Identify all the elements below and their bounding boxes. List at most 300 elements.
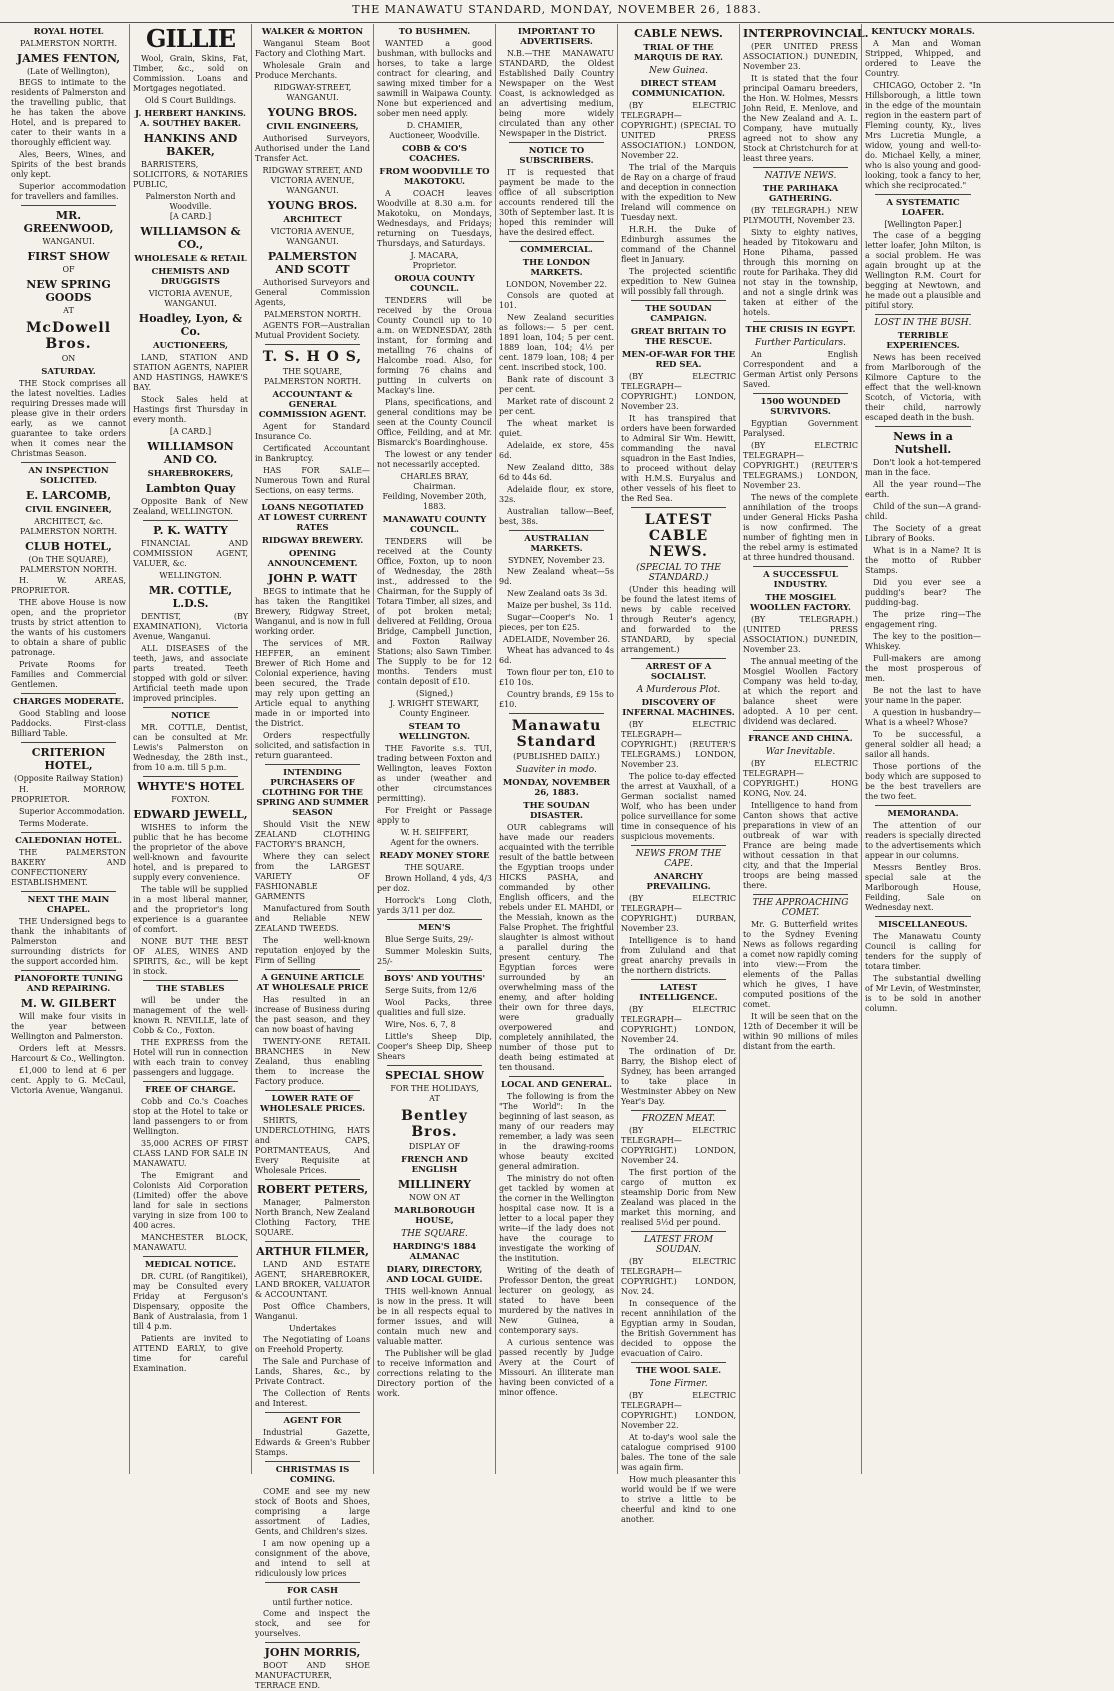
column-6-heading: DIRECT STEAM COMMUNICATION. — [632, 79, 725, 99]
column-5-paragraph: Wheat has advanced to 4s 6d. — [499, 646, 614, 665]
column-8-paragraph: All the year round—The earth. — [865, 480, 981, 499]
column-rule — [387, 919, 482, 920]
column-rule — [753, 566, 848, 567]
column-2-paragraph: THE EXPRESS from the Hotel will run in connection with each train to convey passengers and luggage. — [133, 1038, 248, 1077]
column-2-paragraph: LAND, STATION AND STATION AGENTS, NAPIER AND HASTINGS, HAWKE'S BAY. — [133, 353, 248, 392]
column-rule — [143, 1256, 238, 1257]
column-3-paragraph: Should Visit the NEW ZEALAND CLOTHING FACTORY'S BRANCH, — [255, 820, 370, 849]
column-3-paragraph: Has resulted in an increase of Business during the past season, and they can now boast of having — [255, 995, 370, 1034]
column-1-heading: ROYAL HOTEL — [33, 27, 104, 37]
column-2-heading: THE STABLES — [156, 984, 225, 994]
column-8-paragraph: Don't look a hot-tempered man in the face. — [865, 458, 981, 477]
column-7-paragraph: (BY TELEGRAPH.) (UNITED PRESS ASSOCIATION.) DUNEDIN, November 23. — [743, 615, 858, 654]
column-3-heading: CIVIL ENGINEERS, — [266, 122, 359, 132]
column-3-heading: LOWER RATE OF WHOLESALE PRICES. — [259, 1094, 366, 1114]
column-rule — [875, 194, 971, 195]
column-4-paragraph: Summer Moleskin Suits, 25/- — [377, 947, 492, 966]
column-8-heading: LOST IN THE BUSH. — [874, 318, 972, 328]
column-rule — [875, 314, 971, 315]
column-3-heading: JOHN MORRIS, — [264, 1646, 361, 1659]
column-8-paragraph: News has been received from Marlborough of the Kilmore Capture to the effect that the well-known Scotch, of Victoria, with their child, narrowly escaped death in the bush. — [865, 353, 981, 422]
column-rule — [143, 1081, 238, 1082]
column-1-heading: MR. GREENWOOD, — [23, 209, 114, 235]
column-5-paragraph: Consols are quoted at 101. — [499, 291, 614, 310]
column-3-paragraph: AGENTS FOR—Australian Mutual Provident Society. — [255, 321, 370, 340]
column-6-paragraph: The police to-day effected the arrest at Vauxhall, of a German socialist named Wolf, who has been under police surveillance for some time in consequence of his suspicious movements. — [621, 772, 736, 841]
column-4-heading: MARLBOROUGH HOUSE, — [394, 1206, 475, 1226]
column-rule — [753, 167, 848, 168]
column-rule — [143, 776, 238, 777]
column-8 — [862, 24, 984, 1474]
column-4-paragraph: Wire, Nos. 6, 7, 8 — [385, 1020, 456, 1029]
column-7-paragraph: (BY TELEGRAPH.) NEW PLYMOUTH, November 23. — [743, 206, 858, 225]
column-rule — [265, 1412, 360, 1413]
column-1-line: ON — [61, 354, 76, 363]
column-8-paragraph: The key to the position—Whiskey. — [865, 632, 981, 651]
column-5-paragraph: New Zealand oats 3s 3d. — [507, 589, 608, 598]
column-5-line: SYDNEY, November 23. — [508, 556, 605, 565]
column-4-heading: DIARY, DIRECTORY, AND LOCAL GUIDE. — [386, 1265, 483, 1285]
column-2-paragraph: Cobb and Co.'s Coaches stop at the Hotel to take or land passengers to or from Wellington. — [133, 1097, 248, 1136]
column-5-heading: THE SOUDAN DISASTER. — [523, 801, 590, 821]
column-3-heading: INTENDING PURCHASERS OF CLOTHING FOR THE SPRING AND SUMMER SEASON — [256, 768, 369, 818]
column-4-line: Agent for the owners. — [390, 838, 479, 847]
column-1-heading: CIVIL ENGINEER, — [25, 505, 112, 515]
column-4-line: FOR THE HOLIDAYS, — [390, 1084, 479, 1093]
column-6-paragraph: At to-day's wool sale the catalogue comprised 9100 bales. The tone of the sale was again firm. — [621, 1433, 736, 1472]
column-3-line: VICTORIA AVENUE, WANGANUI. — [270, 227, 355, 246]
column-rule — [631, 1110, 726, 1111]
column-1-heading: FIRST SHOW — [27, 250, 110, 263]
column-1-heading: CRITERION HOTEL, — [31, 746, 106, 772]
column-5-heading: THE LONDON MARKETS. — [522, 258, 591, 278]
column-4-paragraph: Plans, specifications, and general conditions may be seen at the County Council Office, Feilding, and at Mr. Bismarck's Boardinghouse. — [377, 398, 492, 447]
column-2-paragraph: BARRISTERS, SOLICITORS, & NOTARIES PUBLIC, — [133, 160, 248, 189]
column-1-line: PALMERSTON NORTH. — [19, 39, 117, 48]
column-2-line: WANGANUI. — [164, 299, 217, 308]
column-2-paragraph: MR. COTTLE, Dentist, can be consulted at Mr. Lewis's Palmerston on Wednesday, the 28th inst., from 10 a.m. till 5 p.m. — [133, 723, 248, 772]
column-4-heading: BOYS' AND YOUTHS' — [383, 974, 486, 984]
column-5-paragraph: Australian tallow—Beef, best, 38s. — [499, 507, 614, 526]
column-5-paragraph: Adelaide flour, ex store, 32s. — [499, 485, 614, 504]
column-rule — [509, 530, 604, 531]
column-4-line: CHARLES BRAY, — [400, 472, 469, 481]
column-3-paragraph: SHIRTS, UNDERCLOTHING, HATS and CAPS, PORTMANTEAUS, And Every Requisite at Wholesale Prices. — [255, 1116, 370, 1175]
column-4-paragraph: TENDERS will be received at the County Office, Foxton, up to noon of Wednesday, the 28th inst., addressed to the Chairman, for the Supply of Totara Timber, all sizes, and of pot broken metal; delivered at Feilding, Oroua Bridge, Campbell Junction, and Foxton Railway Stations; also Sawn Timber. The Supply to be for 12 months. Tenders must contain deposit of £10. — [377, 537, 492, 686]
column-5-paragraph: New Zealand securities as follows:— 5 per cent. 1891 loan, 104; 5 per cent. 1889 loan, 104; 4½ per cent. 1879 loan, 108; 4 per cent. inscribed stock, 100. — [499, 313, 614, 372]
column-3-paragraph: Wanganui Steam Boot Factory and Clothing Mart. — [255, 39, 370, 58]
column-6-heading: MEN-OF-WAR FOR THE RED SEA. — [621, 350, 736, 370]
column-7-paragraph: The news of the complete annihilation of the troops under General Hicks Pasha is now confirmed. The number of fighting men in the rebel army is estimated at three hundred thousand. — [743, 493, 858, 562]
column-2-paragraph: Wool, Grain, Skins, Fat, Timber, &c., sold on Commission. Loans and Mortgages negotiated. — [133, 54, 248, 93]
column-1-line: (Opposite Railway Station) — [14, 774, 123, 783]
column-rule — [265, 1642, 360, 1643]
column-4-paragraph: A COACH leaves Woodville at 8.30 a.m. for Makotoku, on Mondays, Wednesdays, and Fridays; returning on Tuesdays, Thursdays, and Saturdays. — [377, 189, 492, 248]
column-rule — [21, 205, 116, 206]
column-3-paragraph: BOOT AND SHOE MANUFACTURER, TERRACE END. — [255, 1661, 370, 1690]
column-2-heading: AUCTIONEERS, — [152, 341, 229, 351]
column-4-paragraph: THIS well-known Annual is now in the press. It will be in all respects equal to former issues, and will contain much new and valuable matter. — [377, 1287, 492, 1346]
column-3-heading: LOANS NEGOTIATED AT LOWEST CURRENT RATES — [257, 503, 368, 533]
column-rule — [875, 805, 971, 806]
column-6-paragraph: In consequence of the recent annihilation of the Egyptian army in Soudan, the British Government has decided to oppose the evacuation of Cairo. — [621, 1299, 736, 1358]
column-4-line: DISPLAY OF — [408, 1142, 461, 1151]
column-8-paragraph: The attention of our readers is specially directed to the advertisements which appear in our columns. — [865, 821, 981, 860]
column-3-paragraph: COME and see my new stock of Boots and Shoes, comprising a large assortment of Ladies, Gents, and Children's sizes. — [255, 1487, 370, 1536]
column-rule — [509, 1076, 604, 1077]
column-3-paragraph: TWENTY-ONE RETAIL BRANCHES in New Zealand, thus enabling them to increase the Factory produce. — [255, 1037, 370, 1086]
column-3-heading: YOUNG BROS. — [267, 199, 358, 212]
column-7-heading: THE CRISIS IN EGYPT. — [745, 325, 856, 335]
column-6-paragraph: (BY ELECTRIC TELEGRAPH—COPYRIGHT.) DURBAN, November 23. — [621, 894, 736, 933]
column-6-paragraph: The ordination of Dr. Barry, the Bishop elect of Sydney, has been arranged to take place in Westminster Abbey on New Year's Day. — [621, 1047, 736, 1106]
column-6-paragraph: (Under this heading will be found the latest items of news by cable received through Reuter's agency, and forwarded to the STANDARD, by special arrangement.) — [621, 585, 736, 654]
column-4-line: THE SQUARE. — [404, 863, 465, 872]
column-3-line: until further notice. — [272, 1598, 353, 1607]
column-2 — [130, 24, 252, 1474]
column-4-heading: HARDING'S 1884 ALMANAC — [392, 1242, 477, 1262]
column-5-paragraph: IT is requested that payment be made to the office of all subscription accounts rendered till the 30th of September last. It is hoped this reminder will have the desired effect. — [499, 168, 614, 237]
column-2-line: WELLINGTON. — [159, 571, 222, 580]
column-5-paragraph: OUR cablegrams will have made our readers acquainted with the terrible result of the battle between the Egyptian troops under HICKS PASHA, and commanded by other English officers, and the rebels under EL MAHDI, or the Messiah, known as the False Prophet. The frightful slaughter is almost without a parallel during the present century. The Egyptian forces were surrounded by an overwhelming mass of the enemy, and after holding their own for three days, were gradually overpowered and completely annihilated, the number of those put to death being estimated at ten thousand. — [499, 823, 614, 1072]
column-4-line: AT — [429, 1094, 440, 1103]
column-6-paragraph: Intelligence is to hand from Zululand and that great anarchy prevails in the northern districts. — [621, 936, 736, 975]
column-2-heading: FREE OF CHARGE. — [145, 1085, 236, 1095]
column-3-line: Undertakes — [288, 1324, 337, 1333]
column-6-heading: TRIAL OF THE MARQUIS DE RAY. — [634, 43, 723, 63]
column-3-paragraph: Post Office Chambers, Wanganui. — [255, 1302, 370, 1321]
column-1-heading: McDowell Bros. — [25, 320, 112, 352]
column-6-paragraph: (BY ELECTRIC TELEGRAPH—COPYRIGHT.) LONDON, November 22. — [621, 1391, 736, 1430]
column-6-paragraph: (BY ELECTRIC TELEGRAPH—COPYRIGHT.) LONDON, Nov. 24. — [621, 1257, 736, 1296]
column-1-paragraph: THE above House is now open, and the proprietor trusts by strict attention to the wants of his customers to obtain a share of public patronage. — [11, 598, 126, 657]
column-1-paragraph: Superior accommodation for travellers and families. — [11, 182, 126, 201]
column-6-heading: DISCOVERY OF INFERNAL MACHINES. — [622, 698, 735, 718]
column-1-heading: AN INSPECTION SOLICITED. — [28, 466, 109, 486]
column-3-paragraph: Authorised Surveyors, Authorised under the Land Transfer Act. — [255, 134, 370, 163]
column-3-paragraph: I am now opening up a consignment of the above, and intend to sell at ridiculously low prices — [255, 1539, 370, 1578]
column-3-paragraph: Agent for Standard Insurance Co. — [255, 422, 370, 441]
column-2-heading: Lambton Quay — [145, 482, 236, 495]
column-5-paragraph: The following is from the "The World": In the beginning of last season, as many of our readers may remember, a lady was seen in the drawing-rooms whose beauty excited general admiration. — [499, 1092, 614, 1171]
column-7-heading: INTERPROVINCIAL. — [743, 27, 869, 40]
column-3-line: PALMERSTON NORTH. — [263, 377, 361, 386]
column-6-paragraph: (BY ELECTRIC TELEGRAPH—COPYRIGHT.) LONDON, November 23. — [621, 372, 736, 411]
column-4-heading: STEAM TO WELLINGTON. — [399, 722, 470, 742]
column-6-heading: (SPECIAL TO THE STANDARD.) — [636, 563, 721, 583]
column-2-paragraph: WISHES to inform the public that he has become the proprietor of the above well-known and favourite hotel, and is prepared to supply every convenience. — [133, 823, 248, 882]
column-rule — [753, 730, 848, 731]
column-8-paragraph: Be not the last to have your name in the paper. — [865, 686, 981, 705]
column-7-heading: Further Particulars. — [755, 338, 846, 348]
column-4-heading: THE SQUARE. — [401, 1229, 468, 1239]
column-2-line: VICTORIA AVENUE, — [148, 289, 233, 298]
column-rule — [753, 393, 848, 394]
column-3-line: RIDGWAY STREET, AND VICTORIA AVENUE, WANGANUI. — [262, 166, 363, 195]
column-1-line: ARCHITECT, &c. — [34, 517, 103, 526]
column-5-heading: COMMERCIAL. — [520, 245, 593, 255]
column-6-paragraph: H.R.H. the Duke of Edinburgh assumes the command of the Channel fleet in January. — [621, 225, 736, 264]
column-3-paragraph: LAND AND ESTATE AGENT, SHAREBROKER, LAND BROKER, VALUATOR & ACCOUNTANT. — [255, 1260, 370, 1299]
column-7-paragraph: (PER UNITED PRESS ASSOCIATION.) DUNEDIN, November 23. — [743, 42, 858, 71]
column-6-heading: CABLE NEWS. — [634, 27, 723, 40]
column-3-paragraph: BEGS to intimate that he has taken the Rangitikei Brewery, Ridgway Street, Wanganui, and is now in full working order. — [255, 587, 370, 636]
column-3-heading: ARCHITECT — [283, 215, 342, 225]
column-2-heading: WILLIAMSON AND CO. — [147, 440, 234, 466]
column-5-heading: Manawatu Standard — [511, 718, 602, 750]
column-1-paragraph: THE Stock comprises all the latest novelties. Ladies requiring Dresses made will please give in their orders early, as we cannot guarantee to take orders when it comes near the Christmas Season. — [11, 379, 126, 458]
column-3-paragraph: The Sale and Purchase of Lands, Shares, &c., by Private Contract. — [255, 1357, 370, 1386]
column-3-paragraph: The services of MR. HEFFER, an eminent Brewer of Rich Home and Colonial experience, having been secured, the Trade may rely upon getting an Article equal to anything made in or imported into the District. — [255, 639, 370, 728]
column-rule — [143, 520, 238, 521]
column-3-paragraph: Manufactured from South and Reliable NEW ZEALAND TWEEDS. — [255, 904, 370, 933]
column-1-paragraph: Terms Moderate. — [19, 819, 89, 828]
column-2-heading: WHOLESALE & RETAIL — [134, 254, 247, 264]
column-8-paragraph: Messrs Bentley Bros. special sale at the Marlborough House, Feilding, Sale on Wednesday next. — [865, 863, 981, 912]
column-2-heading: CHEMISTS AND DRUGGISTS — [151, 267, 230, 287]
column-3-heading: OPENING ANNOUNCEMENT. — [267, 549, 358, 569]
column-4-heading: FROM WOODVILLE TO MAKOTOKU. — [379, 167, 490, 187]
column-rule — [21, 970, 116, 971]
column-3 — [252, 24, 374, 1690]
column-2-paragraph: Opposite Bank of New Zealand, WELLINGTON. — [133, 497, 248, 516]
column-1-heading: E. LARCOMB, — [25, 489, 112, 502]
column-3-line: RIDGWAY-STREET, — [273, 83, 352, 92]
column-3-paragraph: Where they can select from the LARGEST VARIETY OF FASHIONABLE GARMENTS — [255, 852, 370, 901]
column-3-heading: T. S. H O S, — [262, 349, 363, 365]
column-2-paragraph: ALL DISEASES of the teeth, jaws, and associate parts treated. Teeth stopped with gold or silver. Artificial teeth made upon improved principles. — [133, 644, 248, 703]
column-6-paragraph: (BY ELECTRIC TELEGRAPH—COPYRIGHT.) LONDON, November 24. — [621, 1005, 736, 1044]
column-rule — [265, 1241, 360, 1242]
column-2-paragraph: Stock Sales held at Hastings first Thursday in every month. — [133, 395, 248, 424]
column-4-paragraph: WANTED a good bushman, with bullocks and horses, to take a large contract for clearing, and sawing mixed timber for a sawmill in Waipawa County. None but experienced and sober men need apply. — [377, 39, 492, 118]
column-1-paragraph: Superior Accommodation. — [19, 807, 125, 816]
column-2-heading: MR. COTTLE, L.D.S. — [148, 584, 233, 610]
column-3-heading: AGENT FOR — [283, 1416, 342, 1426]
column-rule — [631, 658, 726, 659]
column-2-paragraph: MANCHESTER BLOCK, MANAWATU. — [133, 1233, 248, 1252]
column-6-heading: LATEST CABLE NEWS. — [644, 512, 713, 560]
column-2-heading: WILLIAMSON & CO., — [140, 225, 241, 251]
newspaper-page — [8, 24, 1108, 1690]
column-rule — [753, 321, 848, 322]
column-1-line: (Late of Wellington), — [26, 67, 111, 76]
column-3-line: PALMERSTON NORTH. — [263, 310, 361, 319]
column-3-heading: YOUNG BROS. — [267, 106, 358, 119]
column-4-paragraph: For Freight or Passage apply to — [377, 806, 492, 825]
column-3-paragraph: Authorised Surveyors and General Commission Agents, — [255, 278, 370, 307]
column-5-line: ADELAIDE, November 26. — [502, 635, 611, 644]
column-5-paragraph: A curious sentence was passed recently by Judge Avery at the Court of Missouri. An illiterate man having been convicted of a minor offence. — [499, 1338, 614, 1397]
column-2-paragraph: The Emigrant and Colonists Aid Corporation (Limited) offer the above land for sale in sections varying in size from 100 to 400 acres. — [133, 1171, 248, 1230]
column-2-line: FOXTON. — [171, 795, 210, 804]
column-5-heading: AUSTRALIAN MARKETS. — [524, 534, 589, 554]
column-7-paragraph: An English Correspondent and a German Artist only Persons Saved. — [743, 350, 858, 389]
column-3-paragraph: The Collection of Rents and Interest. — [255, 1389, 370, 1408]
column-2-paragraph: Patients are invited to ATTEND EARLY, to give time for careful Examination. — [133, 1334, 248, 1373]
column-5 — [496, 24, 618, 1474]
column-2-heading: HANKINS AND BAKER, — [143, 132, 238, 158]
column-5-paragraph: New Zealand wheat—5s 9d. — [499, 567, 614, 586]
column-5-paragraph: The wheat market is quiet. — [499, 419, 614, 438]
column-3-paragraph: Wholesale Grain and Produce Merchants. — [255, 61, 370, 80]
column-4-paragraph: Little's Sheep Dip, Cooper's Sheep Dip, Sheep Shears — [377, 1032, 492, 1061]
column-rule — [509, 241, 604, 242]
column-7-paragraph: It will be seen that on the 12th of December it will be within 90 millions of miles distant from the earth. — [743, 1012, 858, 1051]
column-6-heading: A Murderous Plot. — [636, 685, 721, 695]
column-2-heading: J. HERBERT HANKINS. A. SOUTHEY BAKER. — [134, 109, 247, 129]
column-5-paragraph: New Zealand ditto, 38s 6d to 44s 6d. — [499, 463, 614, 482]
column-7-heading: THE MOSGIEL WOOLLEN FACTORY. — [750, 593, 851, 613]
column-rule — [265, 1582, 360, 1583]
column-4-paragraph: TENDERS will be received by the Oroua County Council up to 10 a.m. on WEDNESDAY, 28th instant, for forming and metalling 76 chains of Halcombe road. Also, for forming 76 chains and putting in culverts on Mackay's line. — [377, 296, 492, 395]
column-4-heading: MANAWATU COUNTY COUNCIL. — [382, 515, 487, 535]
column-1-paragraph: £1,000 to lend at 6 per cent. Apply to G. McCaul, Victoria Avenue, Wanganui. — [11, 1066, 126, 1095]
column-7-heading: A SUCCESSFUL INDUSTRY. — [763, 570, 838, 590]
column-6-heading: GREAT BRITAIN TO THE RESCUE. — [630, 327, 727, 347]
column-8-paragraph: What is in a Name? It is the motto of Rubber Stamps. — [865, 546, 981, 575]
column-8-line: [Wellington Paper.] — [884, 220, 962, 229]
column-rule — [631, 1231, 726, 1232]
column-8-paragraph: The case of a begging letter loafer, John Milton, is a social problem. He was again brought up at the Wellington R.M. Court for begging at Newtown, and he made out a plausible and pitiful story. — [865, 231, 981, 310]
column-2-line: [A CARD.] — [169, 427, 212, 436]
column-3-paragraph: Orders respectfully solicited, and satisfaction in return guaranteed. — [255, 731, 370, 760]
column-3-paragraph: Come and inspect the stock, and see for yourselves. — [255, 1609, 370, 1638]
masthead: THE MANAWATU STANDARD, MONDAY, NOVEMBER 26, 1883. — [0, 0, 1114, 23]
column-7-heading: THE PARIHAKA GATHERING. — [762, 184, 839, 204]
column-2-heading: MEDICAL NOTICE. — [144, 1260, 237, 1270]
column-4-heading: MILLINERY — [397, 1178, 472, 1191]
column-8-paragraph: A Man and Woman Stripped, Whipped, and ordered to Leave the Country. — [865, 39, 981, 78]
column-7-heading: 1500 WOUNDED SURVIVORS. — [760, 397, 841, 417]
column-5-paragraph: Town flour per ton, £10 to £10 10s. — [499, 668, 614, 687]
column-6-heading: NEWS FROM THE CAPE. — [635, 849, 722, 869]
column-4-line: Auctioneer, Woodville. — [389, 131, 480, 140]
column-1-heading: CLUB HOTEL, — [25, 540, 112, 553]
column-6-paragraph: It has transpired that orders have been forwarded to Admiral Sir Wm. Hewitt, commanding the naval squadron in the East Indies, to proceed without delay with H.M.S. Euryalus and other vessels of his fleet to the Red Sea. — [621, 414, 736, 503]
column-6-heading: ANARCHY PREVAILING. — [646, 872, 711, 892]
column-rule — [509, 713, 604, 714]
column-1-paragraph: Private Rooms for Families and Commercial Gentlemen. — [11, 660, 126, 689]
column-4-heading: TO BUSHMEN. — [398, 27, 471, 37]
column-5-heading: LOCAL AND GENERAL. — [501, 1080, 612, 1090]
column-8-heading: KENTUCKY MORALS. — [871, 27, 975, 37]
column-4 — [374, 24, 496, 1474]
column-8-paragraph: To be successful, a general soldier all head; a sailor all hands. — [865, 730, 981, 759]
column-rule — [21, 891, 116, 892]
column-1-heading: NEXT THE MAIN CHAPEL. — [27, 895, 110, 915]
column-4-heading: OROUA COUNTY COUNCIL. — [394, 274, 475, 294]
column-3-paragraph: The well-known reputation enjoyed by the Firm of Selling — [255, 936, 370, 965]
column-7-paragraph: It is stated that the four principal Oamaru breeders, the Hon. W. Holmes, Messrs John Reid, E. Menlove, and the New Zealand and A. L. Company, have mutually agreed not to show any Stock at Christchurch for at least three years. — [743, 74, 858, 163]
column-7-heading: FRANCE AND CHINA. — [748, 734, 853, 744]
column-8-paragraph: CHICAGO, October 2. "In Hillsborough, a little town in the edge of the mountain region in the eastern part of Fleming county, Ky., lives Mrs Lucretia Mungle, a widow, young and well-to-do. Michael Kelly, a miner, who is also young and good-looking, took a fancy to her, which she reciprocated." — [865, 81, 981, 190]
column-4-line: NOW ON AT — [408, 1193, 461, 1202]
column-7-heading: War Inevitable. — [765, 747, 836, 757]
column-3-heading: A GENUINE ARTICLE AT WHOLESALE PRICE — [256, 973, 369, 993]
column-rule — [509, 142, 604, 143]
column-rule — [265, 1461, 360, 1462]
column-5-line: (PUBLISHED DAILY.) — [513, 752, 600, 761]
column-7-paragraph: Mr. G. Butterfield writes to the Sydney Evening News as follows regarding a comet now rapidly coming into view:—From the elements of the Pallas which he gives, I have computed positions of the comet. — [743, 920, 858, 1009]
column-2-line: Palmerston North and Woodville. — [145, 192, 236, 211]
column-4-line: County Engineer. — [399, 709, 470, 718]
column-1-heading: CHARGES MODERATE. — [13, 697, 124, 707]
column-6 — [618, 24, 740, 1524]
column-5-paragraph: Country brands, £9 15s to £10. — [499, 690, 614, 709]
column-4-paragraph: Blue Serge Suits, 29/- — [385, 935, 474, 944]
column-1-paragraph: H. MORROW, PROPRIETOR. — [11, 785, 126, 804]
column-1-line: OF — [62, 265, 75, 274]
column-rule — [21, 462, 116, 463]
column-rule — [631, 979, 726, 980]
column-8-paragraph: A question in husbandry—What is a wheel? Whose? — [865, 708, 981, 727]
column-rule — [21, 832, 116, 833]
column-3-paragraph: HAS FOR SALE—Numerous Town and Rural Sections, on easy terms. — [255, 466, 370, 495]
column-7-paragraph: (BY ELECTRIC TELEGRAPH—COPYRIGHT.) HONG KONG, Nov. 24. — [743, 759, 858, 798]
column-1-paragraph: THE Undersigned begs to thank the inhabitants of Palmerston and surrounding districts for the support accorded him. — [11, 917, 126, 966]
column-8-paragraph: Those portions of the body which are supposed to be the best travellers are the two feet. — [865, 762, 981, 801]
column-6-heading: FROZEN MEAT. — [641, 1114, 716, 1124]
column-4-paragraph: Wool Packs, three qualities and full size. — [377, 998, 492, 1017]
column-7-paragraph: Intelligence to hand from Canton shows that active preparations in view of an outbreak of war with France are being made without cessation in that city, and that the Imperial troops are being massed there. — [743, 801, 858, 890]
column-6-paragraph: How much pleasanter this world would be if we were to strive a little to be cheerful and kind to one another. — [621, 1475, 736, 1524]
column-rule — [21, 742, 116, 743]
column-3-heading: ROBERT PETERS, — [256, 1183, 369, 1196]
column-5-paragraph: Adelaide, ex store, 45s 6d. — [499, 441, 614, 460]
column-6-heading: LATEST FROM SOUDAN. — [643, 1235, 714, 1255]
column-4-paragraph: THE Favorite s.s. TUI, trading between Foxton and Wellington, leaves Foxton as under (weather and other circumstances permitting). — [377, 744, 492, 803]
column-4-line: W. H. SEIFFERT, — [400, 828, 469, 837]
column-5-heading: IMPORTANT TO ADVERTISERS. — [517, 27, 596, 47]
column-5-heading: NOTICE TO SUBSCRIBERS. — [519, 146, 594, 166]
column-7-paragraph: Egyptian Government Paralysed. — [743, 419, 858, 438]
column-2-paragraph: DR. CURL (of Rangitikei), may be Consulted every Friday at Ferguson's Dispensary, opposite the Bank of Australasia, from 1 till 4 p.m. — [133, 1272, 248, 1331]
column-4-heading: SPECIAL SHOW — [385, 1069, 484, 1082]
column-2-line: [A CARD.] — [169, 212, 212, 221]
column-5-paragraph: N.B.—THE MANAWATU STANDARD, the Oldest Established Daily Country Newspaper on the West Coast, is acknowledged as an advertising medium, being more widely circulated than any other Newspaper in the District. — [499, 49, 614, 138]
column-8-heading: News in a Nutshell. — [893, 430, 953, 456]
column-rule — [143, 980, 238, 981]
column-7-paragraph: (BY ELECTRIC TELEGRAPH—COPYRIGHT.) (REUTER'S TELEGRAMS.) LONDON, November 23. — [743, 441, 858, 490]
column-3-line: THE SQUARE, — [282, 367, 343, 376]
column-2-paragraph: will be under the management of the well-known R. NEVILLE, late of Cobb & Co., Foxton. — [133, 996, 248, 1035]
column-4-heading: MEN'S — [418, 923, 451, 933]
column-1-paragraph: THE PALMERSTON BAKERY AND CONFECTIONERY ESTABLISHMENT. — [11, 848, 126, 887]
column-1-line: PALMERSTON NORTH. — [19, 565, 117, 574]
column-3-line: WANGANUI. — [286, 93, 339, 102]
column-8-paragraph: The substantial dwelling of Mr Levin, of Westminster, is to be sold in another column. — [865, 974, 981, 1013]
column-5-line: LONDON, November 22. — [505, 280, 608, 289]
column-1-line: PALMERSTON NORTH. — [19, 527, 117, 536]
column-7-heading: THE APPROACHING COMET. — [752, 898, 849, 918]
column-6-paragraph: (BY ELECTRIC TELEGRAPH—COPYRIGHT.) LONDON, November 24. — [621, 1126, 736, 1165]
column-7 — [740, 24, 869, 1474]
column-4-paragraph: Serge Suits, from 12/6 — [385, 986, 477, 995]
column-6-heading: LATEST INTELLIGENCE. — [639, 983, 718, 1003]
column-1-paragraph: Ales, Beers, Wines, and Spirits of the best brands only kept. — [11, 150, 126, 179]
column-rule — [631, 507, 726, 508]
column-1-heading: JAMES FENTON, — [16, 52, 121, 65]
column-rule — [265, 1179, 360, 1180]
column-7-paragraph: The annual meeting of the Mosgiel Woollen Factory Company was held to-day, at which the report and balance sheet were adopted. A 10 per cent. dividend was declared. — [743, 657, 858, 726]
column-4-line: (Signed,) — [416, 689, 453, 698]
column-1-paragraph: Good Stabling and loose Paddocks. First-class Billiard Table. — [11, 709, 126, 738]
column-3-paragraph: Certificated Accountant in Bankruptcy. — [255, 444, 370, 463]
column-rule — [631, 300, 726, 301]
column-8-heading: MEMORANDA. — [887, 809, 959, 819]
column-5-paragraph: Sugar—Cooper's No. 1 pieces, per ton £25. — [499, 613, 614, 632]
